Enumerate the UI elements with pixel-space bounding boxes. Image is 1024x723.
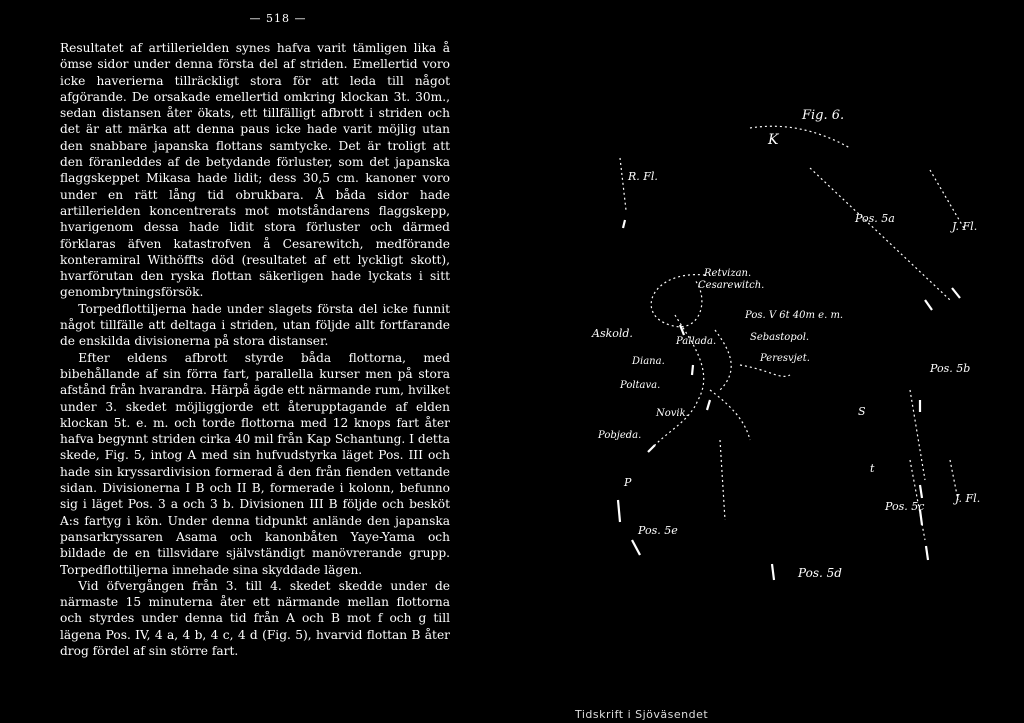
label-retvizan: Retvizan. xyxy=(704,268,752,279)
label-pallada: Pallada. xyxy=(676,336,717,347)
label-t: t xyxy=(870,462,875,475)
page-number: — 518 — xyxy=(249,12,307,25)
label-diana: Diana. xyxy=(632,356,665,367)
label-pos-5d: Pos. 5d xyxy=(798,566,842,580)
battle-diagram-figure xyxy=(580,100,1000,620)
label-pos-v: Pos. V 6t 40m e. m. xyxy=(745,310,844,321)
paragraph: Resultatet af artillerielden synes hafva varit tämligen lika å ömse sidor under denna första del af striden. Emellertid voro icke haverierna tillräckligt stora för att leda till något afgörande. De orsakade emellertid omkring klockan 3t. 30m., sedan distansen åter ökats, ett tillfälligt afbrott i striden och det är att märka att denna paus icke hade varit möjlig utan den snabbare japanska flottans samtycke. Det är troligt att den föranleddes af de betydande förluster, som det japanska flaggskeppet Mikasa hade lidit; dess 30,5 cm. kanoner voro under en rätt lång tid obrukbara. Å båda sidor hade artillerielden koncentrerats mot motståndarens flaggskepp, hvarigenom dessa hade lidit stora förluster och därmed förklaras äfven katastrofven å Cesarewitch, medförande konteramiral Withöffts död (resultatet af ett lyckligt skott), hvarförutan den ryska flottan säkerligen hade lyckats i sitt genombrytningsförsök. xyxy=(60,41,450,300)
label-pos-5e: Pos. 5e xyxy=(638,524,678,537)
label-p: P xyxy=(624,476,632,489)
label-sebastopol: Sebastopol. xyxy=(750,332,810,343)
label-pos-5c: Pos. 5c xyxy=(885,500,925,513)
body-text xyxy=(60,40,450,659)
footer-text: Tidskrift i Sjöväsendet xyxy=(575,708,709,721)
label-peresvjet: Peresvjet. xyxy=(760,353,810,364)
label-poltava: Poltava. xyxy=(620,380,661,391)
label-k: K xyxy=(768,132,779,148)
label-j-fl-top: J. Fl. xyxy=(952,220,978,233)
label-r-fl: R. Fl. xyxy=(628,170,658,183)
label-novik: Novik. xyxy=(656,408,689,419)
label-s: S xyxy=(858,405,866,418)
label-askold: Askold. xyxy=(592,327,633,340)
paragraph: Efter eldens afbrott styrde båda flottorna, med bibehållande af sin förra fart, parallella kurser men på stora afstånd från hvarandra. Härpå ägde ett närmande rum, hvilket under 3. skedet möjliggjorde ett återupptagande af elden klockan 5t. e. m. och torde flottorna med 12 knops fart åter hafva begynnt striden cirka 40 mil från Kap Schantung. I detta skede, Fig. 5, intog A med sin hufvudstyrka läget Pos. III och hade sin kryssardivision formerad å den från fienden vettande sidan. Divisionerna I B och II B, formerade i kolonn, befunno sig i läget Pos. 3 a och 3 b. Divisionen III B följde och besköt A:s fartyg i kön. Under denna tidpunkt anlände den japanska pansarkryssaren Asama och kanonbåten Yaye-Yama och bildade de en tillsvidare självständigt manövrerande grupp. Torpedflottiljerna innehade sina skyddade lägen. xyxy=(60,350,450,577)
label-cesarewitch: Cesarewitch. xyxy=(698,280,765,291)
label-pos-5a: Pos. 5a xyxy=(855,212,895,225)
paragraph: Torpedflottiljerna hade under slagets första del icke funnit något tillfälle att deltaga i striden, utan följde allt fortfarande de enskilda divisionerna på stora distanser. xyxy=(60,301,450,349)
paragraph: Vid öfvergången från 3. till 4. skedet skedde under de närmaste 15 minuterna åter ett närmande mellan flottorna och styrdes under denna tid från A och B mot f och g till lägena Pos. IV, 4 a, 4 b, 4 c, 4 d (Fig. 5), hvarvid flottan B åter drog fördel af sin större fart. xyxy=(60,578,450,658)
label-pobjeda: Pobjeda. xyxy=(598,430,642,441)
label-pos-5b: Pos. 5b xyxy=(930,362,971,375)
figure-title: Fig. 6. xyxy=(802,108,845,123)
label-j-fl-bottom: J. Fl. xyxy=(955,492,981,505)
